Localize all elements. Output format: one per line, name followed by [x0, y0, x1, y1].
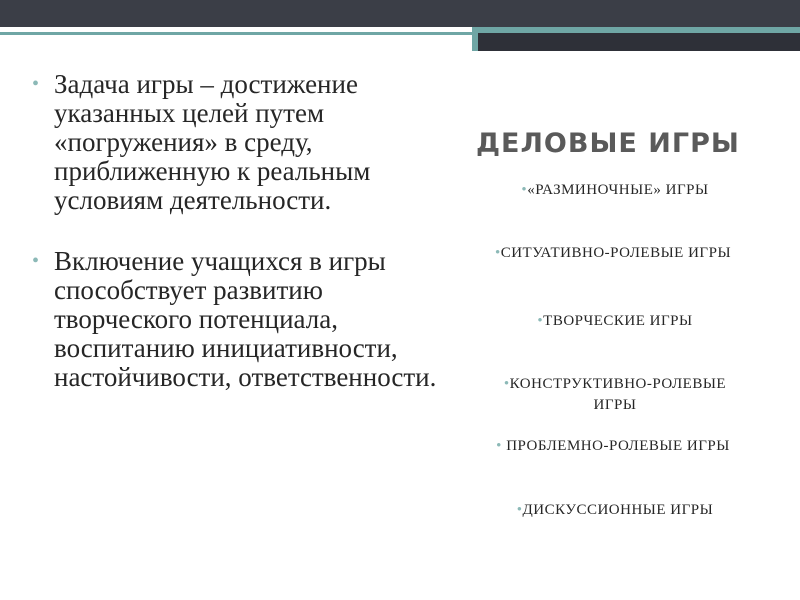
header-bar	[0, 0, 800, 27]
bullet-dot-icon: •	[537, 313, 544, 329]
type-item-1	[470, 180, 760, 201]
type-item-2	[478, 243, 748, 264]
left-bullet-1-text: Задача игры – достижение указанных целей путем «погружения» в среду, приближенную к реальным условиям деятельности.	[54, 69, 371, 215]
bullet-dot-icon: •	[32, 250, 40, 272]
bullet-dot-icon: •	[32, 73, 40, 95]
type-item-6	[470, 500, 760, 521]
type-item-4	[495, 374, 735, 416]
slide-title: ДЕЛОВЫЕ ИГРЫ	[476, 128, 740, 159]
type-item-5	[478, 436, 748, 457]
bullet-dot-icon: •	[516, 502, 523, 518]
bullet-dot-icon: •	[496, 438, 507, 454]
accent-block-inner	[478, 33, 800, 51]
type-item-2-text: СИТУАТИВНО-РОЛЕВЫЕ ИГРЫ	[500, 245, 732, 261]
left-column	[30, 70, 450, 424]
type-item-5-text: ПРОБЛЕМНО-РОЛЕВЫЕ ИГРЫ	[506, 438, 730, 454]
left-bullet-2	[30, 247, 450, 392]
left-bullet-1	[30, 70, 450, 215]
bullet-dot-icon: •	[494, 245, 501, 261]
bullet-dot-icon: •	[521, 182, 528, 198]
left-bullet-2-text: Включение учащихся в игры способствует развитию творческого потенциала, воспитанию инициативности, настойчивости, ответственности.	[54, 246, 437, 392]
type-item-6-text: ДИСКУССИОННЫЕ ИГРЫ	[522, 502, 714, 518]
type-item-1-text: «РАЗМИНОЧНЫЕ» ИГРЫ	[527, 182, 709, 198]
accent-block	[472, 27, 800, 51]
type-item-3	[470, 311, 760, 332]
bullet-dot-icon: •	[503, 376, 510, 392]
type-item-3-text: ТВОРЧЕСКИЕ ИГРЫ	[543, 313, 693, 329]
type-item-4-text: КОНСТРУКТИВНО-РОЛЕВЫЕ ИГРЫ	[509, 376, 727, 413]
